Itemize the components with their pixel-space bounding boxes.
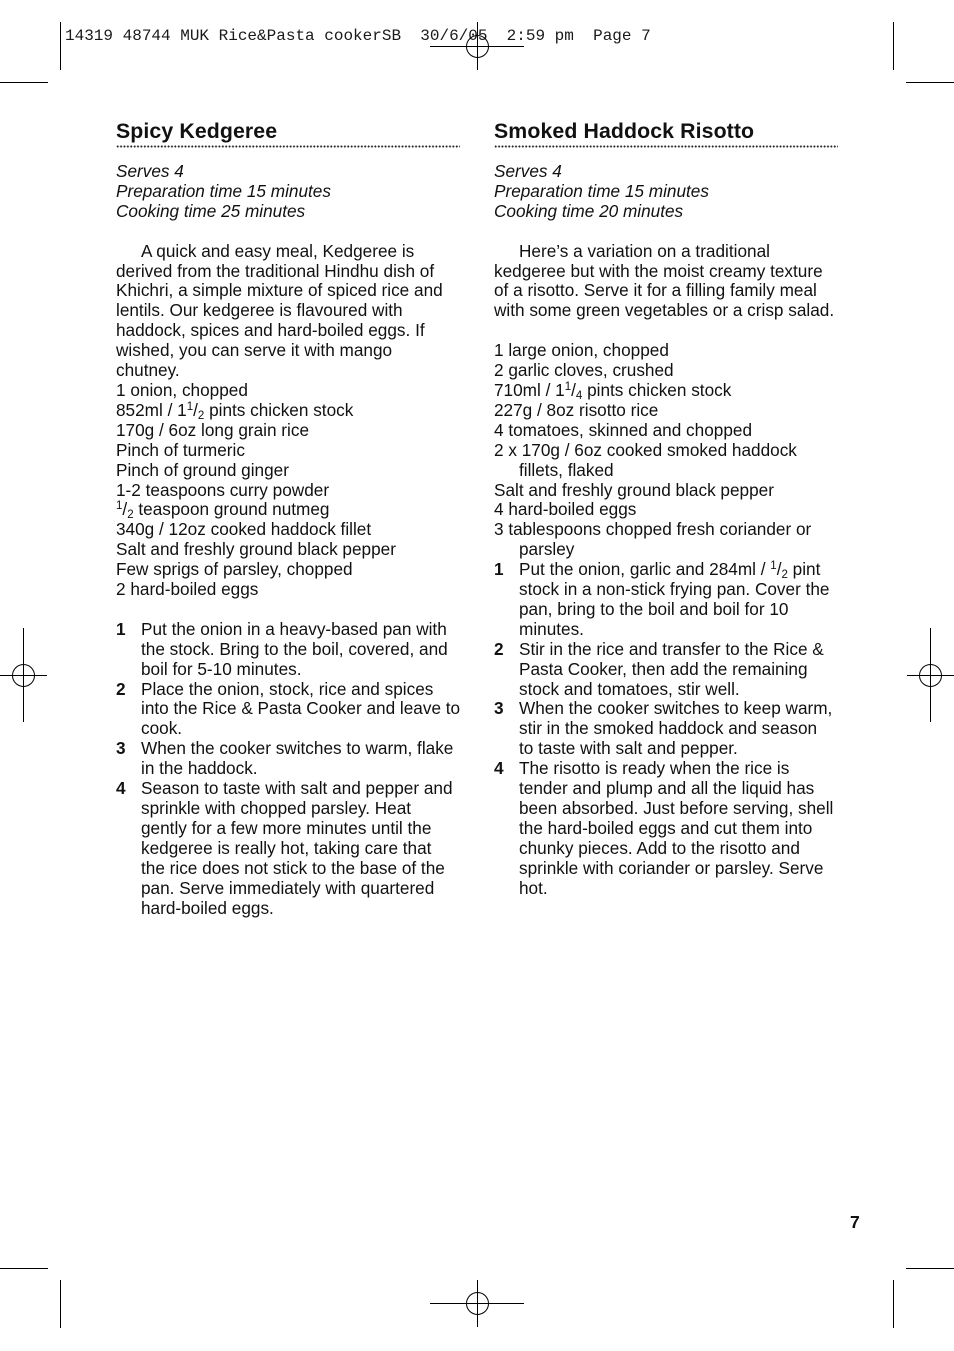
step-line: been absorbed. Just before serving, shell — [519, 798, 834, 818]
intro-line: lentils. Our kedgeree is flavoured with — [116, 300, 403, 321]
ingredient-continuation: parsley — [519, 539, 575, 560]
ingredient: 4 tomatoes, skinned and chopped — [494, 419, 752, 440]
serves: Serves 4 — [116, 161, 184, 181]
recipe-spicy-kedgeree — [116, 117, 462, 927]
crop-mark-top-right — [894, 22, 954, 83]
serves: Serves 4 — [494, 161, 562, 181]
preparation-time: Preparation time 15 minutes — [116, 180, 331, 201]
step-4 — [494, 759, 840, 898]
step-line: hot. — [519, 877, 548, 898]
step-number: 4 — [116, 778, 126, 799]
fraction-denominator: 2 — [127, 509, 134, 522]
intro-line: Khichri, a simple mixture of spiced rice and — [116, 280, 443, 301]
cooking-time: Cooking time 25 minutes — [116, 200, 306, 221]
step-line: pan. Serve immediately with quartered — [141, 877, 435, 898]
step-1 — [116, 620, 462, 680]
registration-mark-bottom — [430, 1280, 524, 1327]
intro-line: with some green vegetables or a crisp salad. — [494, 300, 835, 321]
step-2 — [116, 680, 462, 740]
step-line: chunky pieces. Add to the risotto and — [519, 837, 800, 858]
step-1 — [494, 560, 840, 640]
step-line: Put the onion in a heavy-based pan with — [141, 618, 447, 639]
ingredient: 4 hard-boiled eggs — [494, 499, 637, 520]
step-line: to taste with salt and pepper. — [519, 738, 738, 759]
title-dotted-rule — [494, 145, 838, 148]
intro-line: derived from the traditional Hindhu dish of — [116, 260, 435, 281]
ingredient: 227g / 8oz risotto rice — [494, 399, 659, 420]
fraction-slash: / — [776, 559, 782, 580]
intro-line: A quick and easy meal, Kedgeree is — [141, 240, 415, 261]
step-line: tender and plump and all the liquid has — [519, 778, 815, 799]
intro-line: wished, you can serve it with mango — [116, 340, 393, 361]
step-line: Pasta Cooker, then add the remaining — [519, 658, 808, 679]
crop-mark-bottom-right — [894, 1269, 954, 1329]
step-number: 2 — [494, 638, 504, 659]
spacer — [494, 321, 840, 341]
ingredient: Salt and freshly ground black pepper — [116, 539, 396, 560]
step-line: in the haddock. — [141, 758, 258, 779]
registration-mark-right — [907, 628, 954, 722]
intro-line: of a risotto. Serve it for a filling family meal — [494, 280, 817, 301]
step-3 — [116, 739, 462, 779]
step-number: 1 — [494, 559, 504, 580]
step-line: stock in a non-stick frying pan. Cover the — [519, 579, 830, 600]
fraction-numerator: 1 — [770, 560, 777, 573]
step-line: The risotto is ready when the rice is — [519, 758, 790, 779]
ingredient: 2 hard-boiled eggs — [116, 579, 259, 600]
spacer — [494, 222, 840, 242]
fraction-numerator: 1 — [564, 380, 572, 393]
ingredient — [494, 381, 840, 401]
ingredient-text: teaspoon ground nutmeg — [133, 499, 330, 520]
recipe-smoked-haddock-risotto — [494, 117, 840, 927]
step-line: sprinkle with coriander or parsley. Serve — [519, 857, 824, 878]
ingredient: Pinch of ground ginger — [116, 459, 289, 480]
step-line: minutes. — [519, 618, 584, 639]
step-line: When the cooker switches to warm, flake — [141, 738, 454, 759]
step-number: 3 — [494, 698, 504, 719]
ingredient: 1-2 teaspoons curry powder — [116, 479, 330, 500]
ingredient-continuation: fillets, flaked — [519, 459, 614, 480]
recipe-title: Spicy Kedgeree — [116, 119, 278, 143]
ingredient — [116, 500, 462, 520]
step-line: sprinkle with chopped parsley. Heat — [141, 798, 412, 818]
fraction-denominator: 2 — [197, 409, 205, 422]
step-line — [519, 560, 840, 580]
intro-line: haddock, spices and hard-boiled eggs. If — [116, 320, 425, 341]
ingredient: 1 large onion, chopped — [494, 340, 669, 361]
step-line: pan, bring to the boil and boil for 10 — [519, 598, 789, 619]
cooking-time: Cooking time 20 minutes — [494, 200, 684, 221]
recipe-body — [494, 162, 840, 899]
ingredient: 1 onion, chopped — [116, 379, 248, 400]
crop-mark-bottom-left — [0, 1269, 61, 1329]
ingredient: Few sprigs of parsley, chopped — [116, 559, 353, 580]
recipe-body — [116, 162, 462, 918]
intro-line: chutney. — [116, 360, 180, 381]
step-line: stock and tomatoes, stir well. — [519, 678, 740, 699]
step-4 — [116, 779, 462, 918]
step-line: Season to taste with salt and pepper and — [141, 778, 453, 799]
step-number: 1 — [116, 618, 126, 639]
ingredient-text: 852ml / 1 — [116, 399, 187, 420]
step-text: pint — [787, 559, 821, 580]
print-slug: 14319 48744 MUK Rice&Pasta cookerSB 30/6/05 2:59 pm Page 7 — [65, 27, 651, 45]
step-3 — [494, 699, 840, 759]
step-line: the rice does not stick to the base of the — [141, 857, 445, 878]
step-number: 4 — [494, 758, 504, 779]
ingredient-text: pints chicken stock — [204, 399, 354, 420]
step-line: Place the onion, stock, rice and spices — [141, 678, 434, 699]
registration-mark-left — [0, 628, 47, 722]
fraction-denominator: 4 — [575, 389, 583, 402]
spacer — [116, 222, 462, 242]
intro-line: kedgeree but with the moist creamy texture — [494, 260, 823, 281]
step-line: into the Rice & Pasta Cooker and leave to — [141, 698, 461, 719]
step-number: 3 — [116, 738, 126, 759]
step-number: 2 — [116, 678, 126, 699]
intro-line: Here’s a variation on a traditional — [519, 240, 770, 261]
ingredient: 2 x 170g / 6oz cooked smoked haddock — [494, 439, 797, 460]
step-line: the hard-boiled eggs and cut them into — [519, 817, 813, 838]
crop-mark-top-left — [0, 22, 61, 83]
step-line: cook. — [141, 718, 183, 739]
fraction-slash: / — [193, 399, 198, 420]
recipe-title: Smoked Haddock Risotto — [494, 119, 755, 143]
ingredient: Salt and freshly ground black pepper — [494, 479, 774, 500]
page-number: 7 — [850, 1212, 860, 1232]
ingredient: 170g / 6oz long grain rice — [116, 419, 310, 440]
ingredient-text: 710ml / 1 — [494, 379, 565, 400]
step-line: boil for 5-10 minutes. — [141, 658, 302, 679]
ingredient: Pinch of turmeric — [116, 439, 245, 460]
ingredient: 2 garlic cloves, crushed — [494, 360, 674, 381]
step-line: stir in the smoked haddock and season — [519, 718, 818, 739]
title-dotted-rule — [116, 145, 460, 148]
step-2 — [494, 640, 840, 700]
ingredient: 3 tablespoons chopped fresh coriander or — [494, 519, 812, 540]
fraction-numerator: 1 — [116, 500, 123, 513]
ingredient — [116, 401, 462, 421]
fraction-numerator: 1 — [186, 400, 194, 413]
ingredient-text: pints chicken stock — [582, 379, 732, 400]
preparation-time: Preparation time 15 minutes — [494, 180, 709, 201]
step-text: Put the onion, garlic and 284ml / — [519, 559, 771, 580]
fraction-slash: / — [122, 499, 128, 520]
step-line: kedgeree is really hot, taking care that — [141, 837, 432, 858]
step-line: When the cooker switches to keep warm, — [519, 698, 833, 719]
fraction-denominator: 2 — [781, 569, 788, 582]
ingredient: 340g / 12oz cooked haddock fillet — [116, 519, 372, 540]
step-line: gently for a few more minutes until the — [141, 817, 432, 838]
step-line: hard-boiled eggs. — [141, 897, 274, 918]
fraction-slash: / — [571, 379, 576, 400]
step-line: Stir in the rice and transfer to the Rice & — [519, 638, 824, 659]
spacer — [116, 600, 462, 620]
step-line: the stock. Bring to the boil, covered, and — [141, 638, 448, 659]
